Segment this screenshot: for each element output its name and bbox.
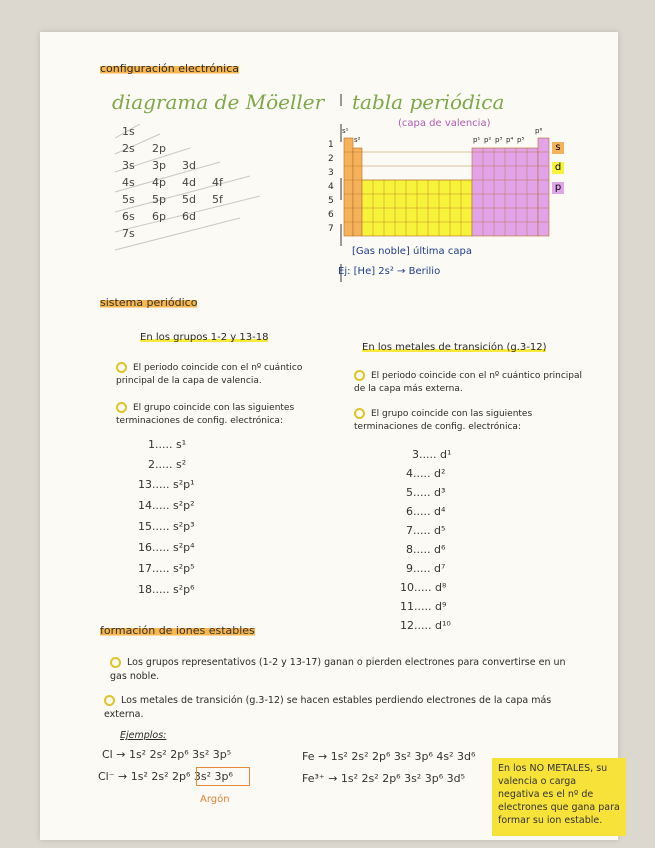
orbital-3p: 3p — [152, 159, 166, 172]
left-bullet1: El periodo coincide con el nº cuántico principal de la capa de valencia. — [116, 363, 303, 386]
bullet-icon — [104, 695, 115, 706]
right-group-row: 3..... d¹ — [412, 448, 452, 461]
orbital-6p: 6p — [152, 210, 166, 223]
right-group-row: 12..... d¹⁰ — [400, 619, 451, 632]
orbital-5d: 5d — [182, 193, 196, 206]
argon-label: Argón — [200, 794, 230, 805]
right-group-row: 10..... d⁸ — [400, 581, 447, 594]
legend-s: s — [552, 142, 564, 154]
orbital-1s: 1s — [122, 125, 135, 138]
orbital-4p: 4p — [152, 176, 166, 189]
cl-config: Cl → 1s² 2s² 2p⁶ 3s² 3p⁵ — [102, 748, 232, 761]
right-group-row: 11..... d⁹ — [400, 600, 447, 613]
legend-p: p — [552, 182, 564, 194]
bullet-icon — [354, 370, 365, 381]
right-group-row: 4..... d² — [406, 467, 446, 480]
right-group-row: 7..... d⁵ — [406, 524, 446, 537]
orbital-5s: 5s — [122, 193, 135, 206]
orbital-3s: 3s — [122, 159, 135, 172]
top-label-p2: p² — [484, 136, 492, 144]
gas-note: [Gas noble] última capa — [352, 246, 472, 257]
orbital-7s: 7s — [122, 227, 135, 240]
sistema-title: sistema periódico — [100, 296, 198, 309]
moeller-title: diagrama de Möeller — [112, 90, 325, 114]
left-group-row: 16..... s²p⁴ — [138, 541, 195, 554]
orbital-6d: 6d — [182, 210, 196, 223]
top-label-s1: s¹ — [342, 127, 349, 135]
top-title: configuración electrónica — [100, 62, 239, 75]
right-group-row: 6..... d⁴ — [406, 505, 446, 518]
right-heading: En los metales de transición (g.3-12) — [362, 342, 547, 353]
orbital-4s: 4s — [122, 176, 135, 189]
orbital-4f: 4f — [212, 176, 223, 189]
top-label-p5: p⁵ — [517, 136, 525, 144]
top-label-s2: s² — [354, 136, 361, 144]
bullet-icon — [116, 362, 127, 373]
iones-bullet1: Los grupos representativos (1-2 y 13-17) ganan o pierden electrones para convertirse en un gas noble. — [110, 657, 566, 682]
bullet-icon — [110, 657, 121, 668]
left-group-row: 15..... s²p³ — [138, 520, 195, 533]
ejemplos-label: Ejemplos: — [120, 730, 167, 741]
iones-bullet2: Los metales de transición (g.3-12) se hacen estables perdiendo electrones de la capa más externa. — [104, 695, 552, 720]
fe-ion-config: Fe³⁺ → 1s² 2s² 2p⁶ 3s² 3p⁶ 3d⁵ — [302, 772, 465, 785]
table-subtitle: (capa de valencia) — [398, 118, 491, 129]
left-group-row: 14..... s²p² — [138, 499, 195, 512]
top-label-p1: p¹ — [473, 136, 481, 144]
right-bullet1: El periodo coincide con el nº cuántico principal de la capa más externa. — [354, 371, 583, 394]
table-title: tabla periódica — [352, 90, 505, 114]
periodic-grid — [342, 128, 562, 243]
bullet-icon — [116, 402, 127, 413]
fe-config: Fe → 1s² 2s² 2p⁶ 3s² 3p⁶ 4s² 3d⁶ — [302, 750, 476, 763]
notebook-page — [40, 32, 618, 840]
right-group-row: 5..... d³ — [406, 486, 446, 499]
orbital-2s: 2s — [122, 142, 135, 155]
orbital-6s: 6s — [122, 210, 135, 223]
left-heading: En los grupos 1-2 y 13-18 — [140, 332, 269, 343]
orbital-5p: 5p — [152, 193, 166, 206]
bullet-icon — [354, 408, 365, 419]
orbital-4d: 4d — [182, 176, 196, 189]
left-group-row: 1..... s¹ — [148, 438, 187, 451]
left-bullet2: El grupo coincide con las siguientes terminaciones de config. electrónica: — [116, 403, 295, 426]
left-group-row: 13..... s²p¹ — [138, 478, 195, 491]
divider-1 — [340, 94, 342, 106]
right-bullet2: El grupo coincide con las siguientes terminaciones de config. electrónica: — [354, 409, 533, 432]
orbital-5f: 5f — [212, 193, 223, 206]
legend-d: d — [552, 162, 564, 174]
orbital-3d: 3d — [182, 159, 196, 172]
example-berilio: Ej: [He] 2s² → Berilio — [338, 266, 441, 277]
top-label-p6: p⁶ — [535, 127, 543, 135]
left-group-row: 2..... s² — [148, 458, 187, 471]
iones-title: formación de iones estables — [100, 624, 255, 637]
left-group-row: 17..... s²p⁵ — [138, 562, 195, 575]
top-label-p3: p³ — [495, 136, 503, 144]
left-group-row: 18..... s²p⁶ — [138, 583, 195, 596]
noble-gas-box — [196, 767, 250, 786]
top-label-p4: p⁴ — [506, 136, 514, 144]
right-group-row: 9..... d⁷ — [406, 562, 446, 575]
orbital-2p: 2p — [152, 142, 166, 155]
period-labels: 1 2 3 4 5 6 7 — [328, 140, 334, 234]
right-group-row: 8..... d⁶ — [406, 543, 446, 556]
sticky-note: En los NO METALES, su valencia o carga negativa es el nº de electrones que gana para formar su ion estable. — [492, 758, 626, 836]
cl-ion-config: Cl⁻ → 1s² 2s² 2p⁶ 3s² 3p⁶ — [98, 770, 233, 783]
